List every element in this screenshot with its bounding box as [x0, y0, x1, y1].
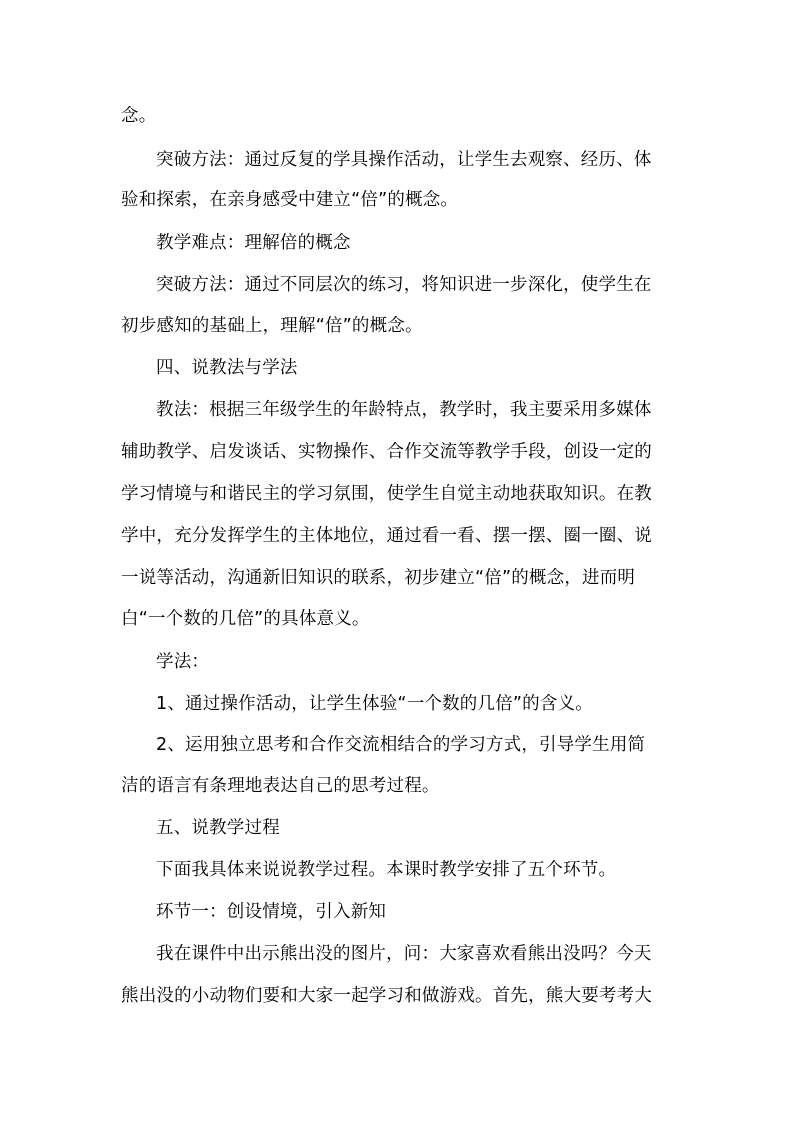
text-line: 验和探索，在亲身感受中建立“倍”的概念。	[121, 190, 459, 210]
text-line: 白“一个数的几倍”的具体意义。	[121, 609, 370, 629]
section-heading: 五、说教学过程	[156, 818, 280, 838]
text-line: 学习情境与和谐民主的学习氛围，使学生自觉主动地获取知识。在教	[121, 484, 652, 504]
text-line: 一说等活动，沟通新旧知识的联系，初步建立“倍”的概念，进而明	[121, 568, 636, 588]
text-line: 我在课件中出示熊出没的图片，问：大家喜欢看熊出没吗？今天	[156, 944, 652, 964]
text-line: 念。	[121, 106, 157, 126]
text-line: 初步感知的基础上，理解“倍”的概念。	[121, 316, 423, 336]
subsection-heading: 环节一：创设情境，引入新知	[156, 902, 387, 922]
text-line: 洁的语言有条理地表达自己的思考过程。	[121, 776, 440, 796]
text-line: 2、运用独立思考和合作交流相结合的学习方式，引导学生用简	[156, 735, 646, 755]
text-line: 1、通过操作活动，让学生体验“一个数的几倍”的含义。	[156, 694, 593, 714]
text-line: 教法：根据三年级学生的年龄特点，教学时，我主要采用多媒体	[156, 400, 652, 420]
text-line: 教学难点：理解倍的概念	[156, 233, 351, 253]
text-line: 熊出没的小动物们要和大家一起学习和做游戏。首先，熊大要考考大	[121, 986, 652, 1006]
text-line: 下面我具体来说说教学过程。本课时教学安排了五个环节。	[156, 860, 617, 880]
text-line: 突破方法：通过反复的学具操作活动，让学生去观察、经历、体	[156, 150, 652, 170]
text-line: 学法：	[156, 652, 210, 672]
text-line: 学中，充分发挥学生的主体地位，通过看一看、摆一摆、圈一圈、说	[121, 526, 652, 546]
text-line: 辅助教学、启发谈话、实物操作、合作交流等教学手段，创设一定的	[121, 442, 652, 462]
section-heading: 四、说教法与学法	[156, 358, 298, 378]
text-line: 突破方法：通过不同层次的练习，将知识进一步深化，使学生在	[156, 275, 652, 295]
